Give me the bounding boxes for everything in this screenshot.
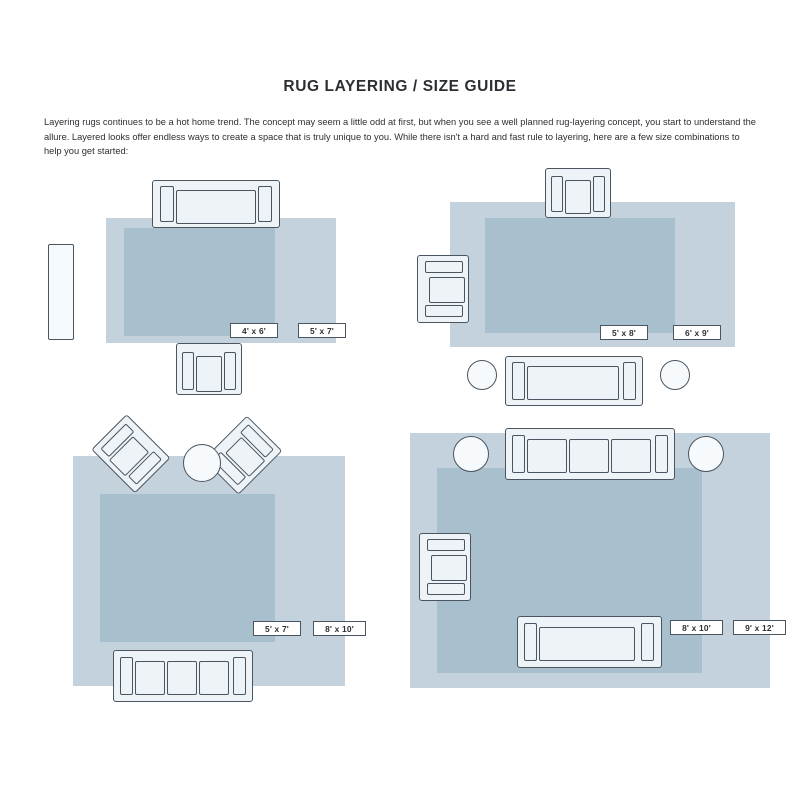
diagram-top-right (405, 160, 775, 425)
outer-rug-label-top-left: 5' x 7' (298, 323, 346, 338)
side-table-right-bottom-right (688, 436, 724, 472)
outer-rug-label-bottom-right: 9' x 12' (733, 620, 786, 635)
inner-rug-label-bottom-left: 5' x 7' (253, 621, 301, 636)
inner-rug-top-left (124, 228, 275, 336)
inner-rug-label-top-right: 5' x 8' (600, 325, 648, 340)
inner-rug-label-top-left: 4' x 6' (230, 323, 278, 338)
side-table-left-top-right (467, 360, 497, 390)
console-table-top-left (48, 244, 74, 340)
side-table-left-bottom-right (453, 436, 489, 472)
page-title: RUG LAYERING / SIZE GUIDE (283, 78, 517, 95)
inner-rug-top-right (485, 218, 675, 333)
inner-rug-bottom-left (100, 494, 275, 642)
outer-rug-label-top-right: 6' x 9' (673, 325, 721, 340)
diagrams-container (0, 150, 800, 730)
diagram-top-left (40, 160, 370, 420)
inner-rug-label-bottom-right: 8' x 10' (670, 620, 723, 635)
intro-paragraph: Layering rugs continues to be a hot home trend. The concept may seem a little odd at first, but when you see a well planned rug-layering concept, you start to understand the allure. Layered looks offer endless ways to create a space that is truly unique to you. While there isn't a hard and fast rule to layering, here are a few size combinations to help you get started: (44, 117, 756, 157)
diagram-bottom-right (405, 418, 780, 718)
round-table-bottom-left (183, 444, 221, 482)
side-table-right-top-right (660, 360, 690, 390)
outer-rug-label-bottom-left: 8' x 10' (313, 621, 366, 636)
diagram-bottom-left (55, 418, 395, 718)
